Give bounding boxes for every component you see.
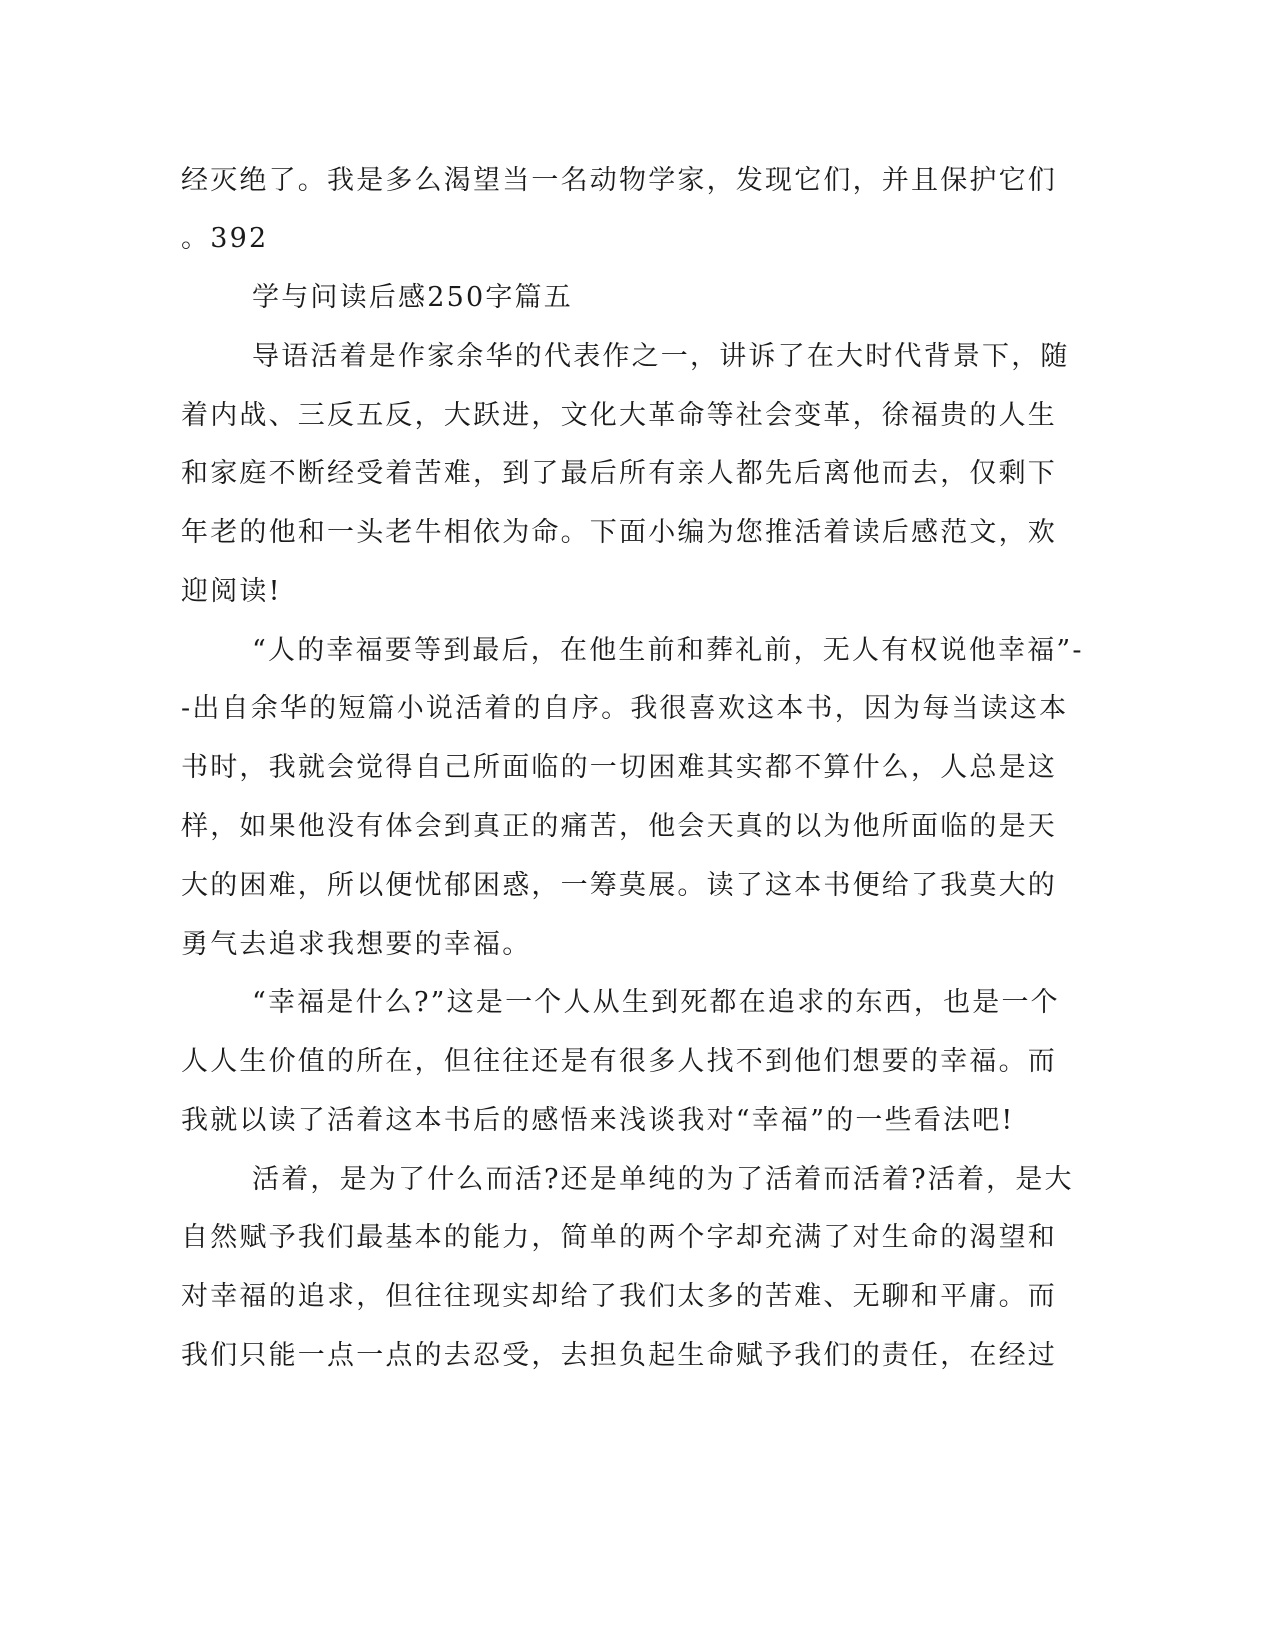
text-line: 对幸福的追求，但往往现实却给了我们太多的苦难、无聊和平庸。而 <box>181 1281 1057 1312</box>
text-line: 样，如果他没有体会到真正的痛苦，他会天真的以为他所面临的是天 <box>181 811 1057 842</box>
text-line: 导语活着是作家余华的代表作之一，讲诉了在大时代背景下，随 <box>252 341 1070 372</box>
text-line: -出自余华的短篇小说活着的自序。我很喜欢这本书，因为每当读这本 <box>181 693 1069 724</box>
text-line: 人人生价值的所在，但往往还是有很多人找不到他们想要的幸福。而 <box>181 1046 1057 1077</box>
text-line: 我们只能一点一点的去忍受，去担负起生命赋予我们的责任，在经过 <box>181 1340 1057 1371</box>
text-line: “幸福是什么?”这是一个人从生到死都在追求的东西，也是一个 <box>252 987 1060 1018</box>
text-line: 大的困难，所以便忧郁困惑，一筹莫展。读了这本书便给了我莫大的 <box>181 870 1057 901</box>
text-line: 自然赋予我们最基本的能力，简单的两个字却充满了对生命的渴望和 <box>181 1222 1057 1253</box>
text-line: 迎阅读! <box>181 576 282 607</box>
text-line: 勇气去追求我想要的幸福。 <box>181 929 532 960</box>
text-line: 活着，是为了什么而活?还是单纯的为了活着而活着?活着，是大 <box>252 1164 1074 1195</box>
text-line: 着内战、三反五反，大跃进，文化大革命等社会变革，徐福贵的人生 <box>181 400 1057 431</box>
text-line: 书时，我就会觉得自己所面临的一切困难其实都不算什么，人总是这 <box>181 752 1057 783</box>
text-line: 我就以读了活着这本书后的感悟来浅谈我对“幸福”的一些看法吧! <box>181 1105 1015 1136</box>
text-line: 经灭绝了。我是多么渴望当一名动物学家，发现它们，并且保护它们 <box>181 165 1057 196</box>
text-line: “人的幸福要等到最后，在他生前和葬礼前，无人有权说他幸福”- <box>252 635 1084 666</box>
section-heading: 学与问读后感250字篇五 <box>252 282 573 313</box>
text-line: 。392 <box>181 223 269 254</box>
text-line: 年老的他和一头老牛相依为命。下面小编为您推活着读后感范文，欢 <box>181 517 1057 548</box>
text-line: 和家庭不断经受着苦难，到了最后所有亲人都先后离他而去，仅剩下 <box>181 458 1057 489</box>
